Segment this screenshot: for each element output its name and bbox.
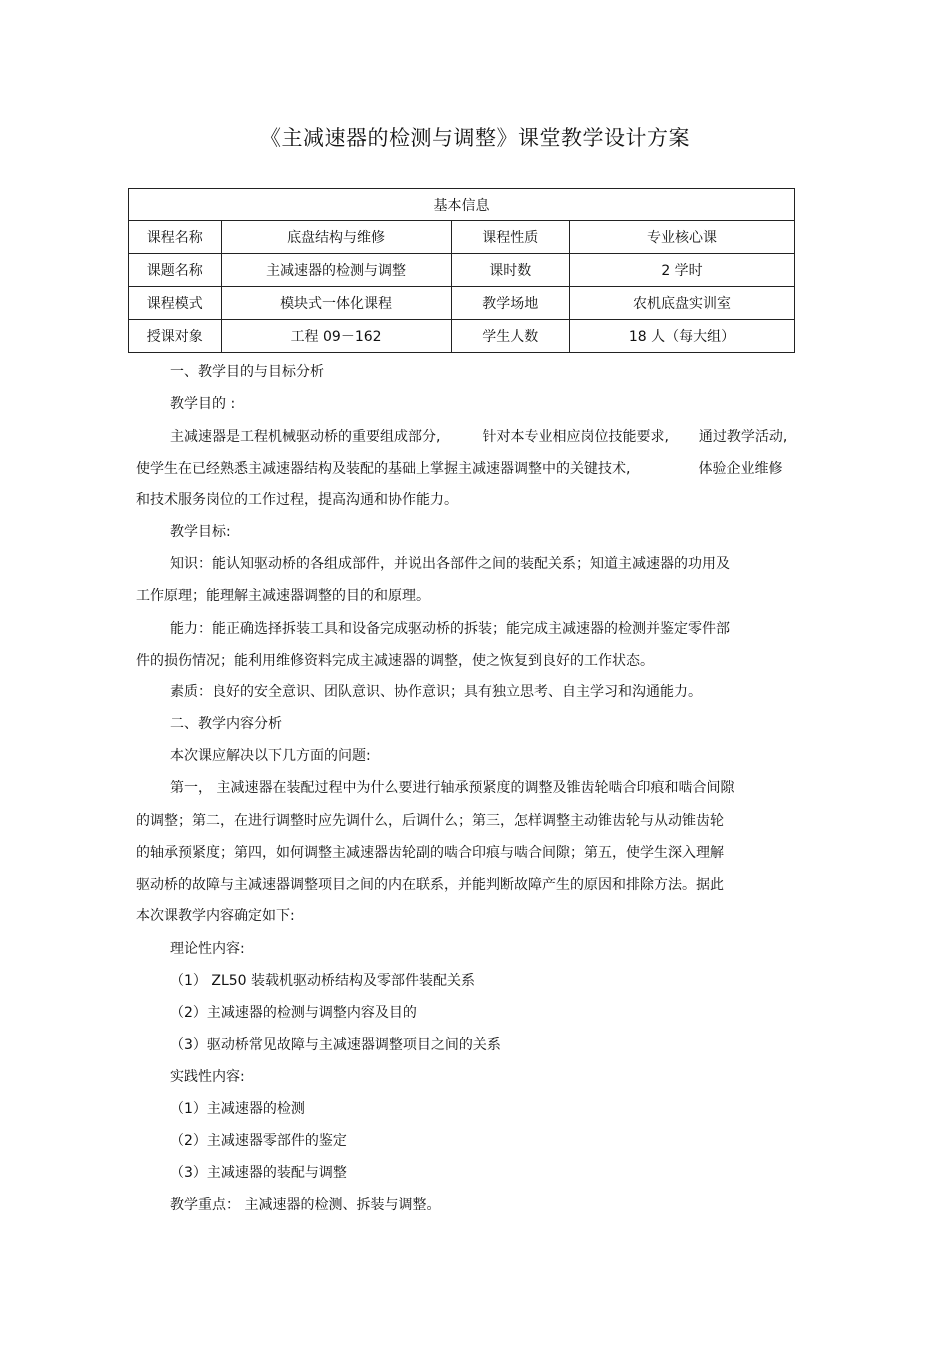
table-cell: 2 学时 — [569, 254, 794, 287]
paragraph-line — [170, 428, 787, 446]
paragraph-line: 能力：能正确选择拆装工具和设备完成驱动桥的拆装；能完成主减速器的检测并鉴定零件部 — [170, 621, 730, 637]
page-title: 《主减速器的检测与调整》课堂教学设计方案 — [260, 126, 690, 150]
subheading: 教学目标: — [170, 524, 231, 540]
section-heading: 二、教学内容分析 — [170, 716, 282, 732]
table-row — [129, 287, 795, 320]
subheading: 教学目的 : — [170, 396, 236, 412]
paragraph-line — [136, 460, 782, 478]
subheading: 理论性内容: — [170, 941, 245, 957]
table-cell: 课时数 — [451, 254, 569, 287]
paragraph-line: 工作原理；能理解主减速器调整的目的和原理。 — [136, 588, 430, 604]
list-item: （2）主减速器的检测与调整内容及目的 — [170, 1005, 417, 1021]
table-cell: 课程模式 — [129, 287, 222, 320]
paragraph-line: 本次课教学内容确定如下: — [136, 908, 295, 924]
text-segment: 针对本专业相应岗位技能要求, — [482, 429, 669, 445]
list-item: （3）主减速器的装配与调整 — [170, 1165, 347, 1181]
paragraph-line: 驱动桥的故障与主减速器调整项目之间的内在联系，并能判断故障产生的原因和排除方法。据此 — [136, 877, 724, 893]
paragraph-line: 素质：良好的安全意识、团队意识、协作意识；具有独立思考、自主学习和沟通能力。 — [170, 684, 702, 700]
table-cell: 课题名称 — [129, 254, 222, 287]
text-segment: 主减速器是工程机械驱动桥的重要组成部分, — [170, 429, 441, 445]
subheading: 实践性内容: — [170, 1069, 245, 1085]
list-item: （2）主减速器零部件的鉴定 — [170, 1133, 347, 1149]
list-item: （3）驱动桥常见故障与主减速器调整项目之间的关系 — [170, 1037, 501, 1053]
table-cell: 专业核心课 — [569, 221, 794, 254]
paragraph-line: 的轴承预紧度；第四，如何调整主减速器齿轮副的啮合印痕与啮合间隙；第五，使学生深入理解 — [136, 845, 724, 861]
paragraph-line: 的调整；第二，在进行调整时应先调什么，后调什么；第三，怎样调整主动锥齿轮与从动锥齿轮 — [136, 813, 724, 829]
table-header: 基本信息 — [129, 189, 795, 221]
basic-info-table — [128, 188, 795, 353]
table-header-row — [129, 189, 795, 221]
text-segment: 通过教学活动, — [698, 429, 788, 445]
text-segment: 体验企业维修 — [698, 461, 783, 477]
table-cell: 学生人数 — [451, 320, 569, 353]
list-item: （1）主减速器的检测 — [170, 1101, 305, 1117]
table-cell: 工程 09－162 — [221, 320, 451, 353]
paragraph-line: 件的损伤情况；能利用维修资料完成主减速器的调整，使之恢复到良好的工作状态。 — [136, 653, 654, 669]
table-row — [129, 320, 795, 353]
list-item: （1） ZL50 装载机驱动桥结构及零部件装配关系 — [170, 973, 476, 989]
paragraph-line: 教学重点： 主减速器的检测、拆装与调整。 — [170, 1197, 441, 1213]
paragraph-line: 第一， 主减速器在装配过程中为什么要进行轴承预紧度的调整及锥齿轮啮合印痕和啮合间隙 — [170, 780, 735, 796]
table-row — [129, 221, 795, 254]
table-cell: 18 人（每大组） — [569, 320, 794, 353]
text-segment: 使学生在已经熟悉主减速器结构及装配的基础上掌握主减速器调整中的关键技术, — [136, 461, 631, 477]
table-cell: 底盘结构与维修 — [221, 221, 451, 254]
paragraph-line: 本次课应解决以下几方面的问题: — [170, 748, 371, 764]
paragraph-line: 和技术服务岗位的工作过程，提高沟通和协作能力。 — [136, 492, 458, 508]
section-heading: 一、教学目的与目标分析 — [170, 364, 324, 380]
table-cell: 教学场地 — [451, 287, 569, 320]
table-cell: 主减速器的检测与调整 — [221, 254, 451, 287]
table-cell: 课程性质 — [451, 221, 569, 254]
table-row — [129, 254, 795, 287]
table-cell: 授课对象 — [129, 320, 222, 353]
paragraph-line: 知识：能认知驱动桥的各组成部件，并说出各部件之间的装配关系；知道主减速器的功用及 — [170, 556, 730, 572]
table-cell: 模块式一体化课程 — [221, 287, 451, 320]
table-cell: 农机底盘实训室 — [569, 287, 794, 320]
table-cell: 课程名称 — [129, 221, 222, 254]
